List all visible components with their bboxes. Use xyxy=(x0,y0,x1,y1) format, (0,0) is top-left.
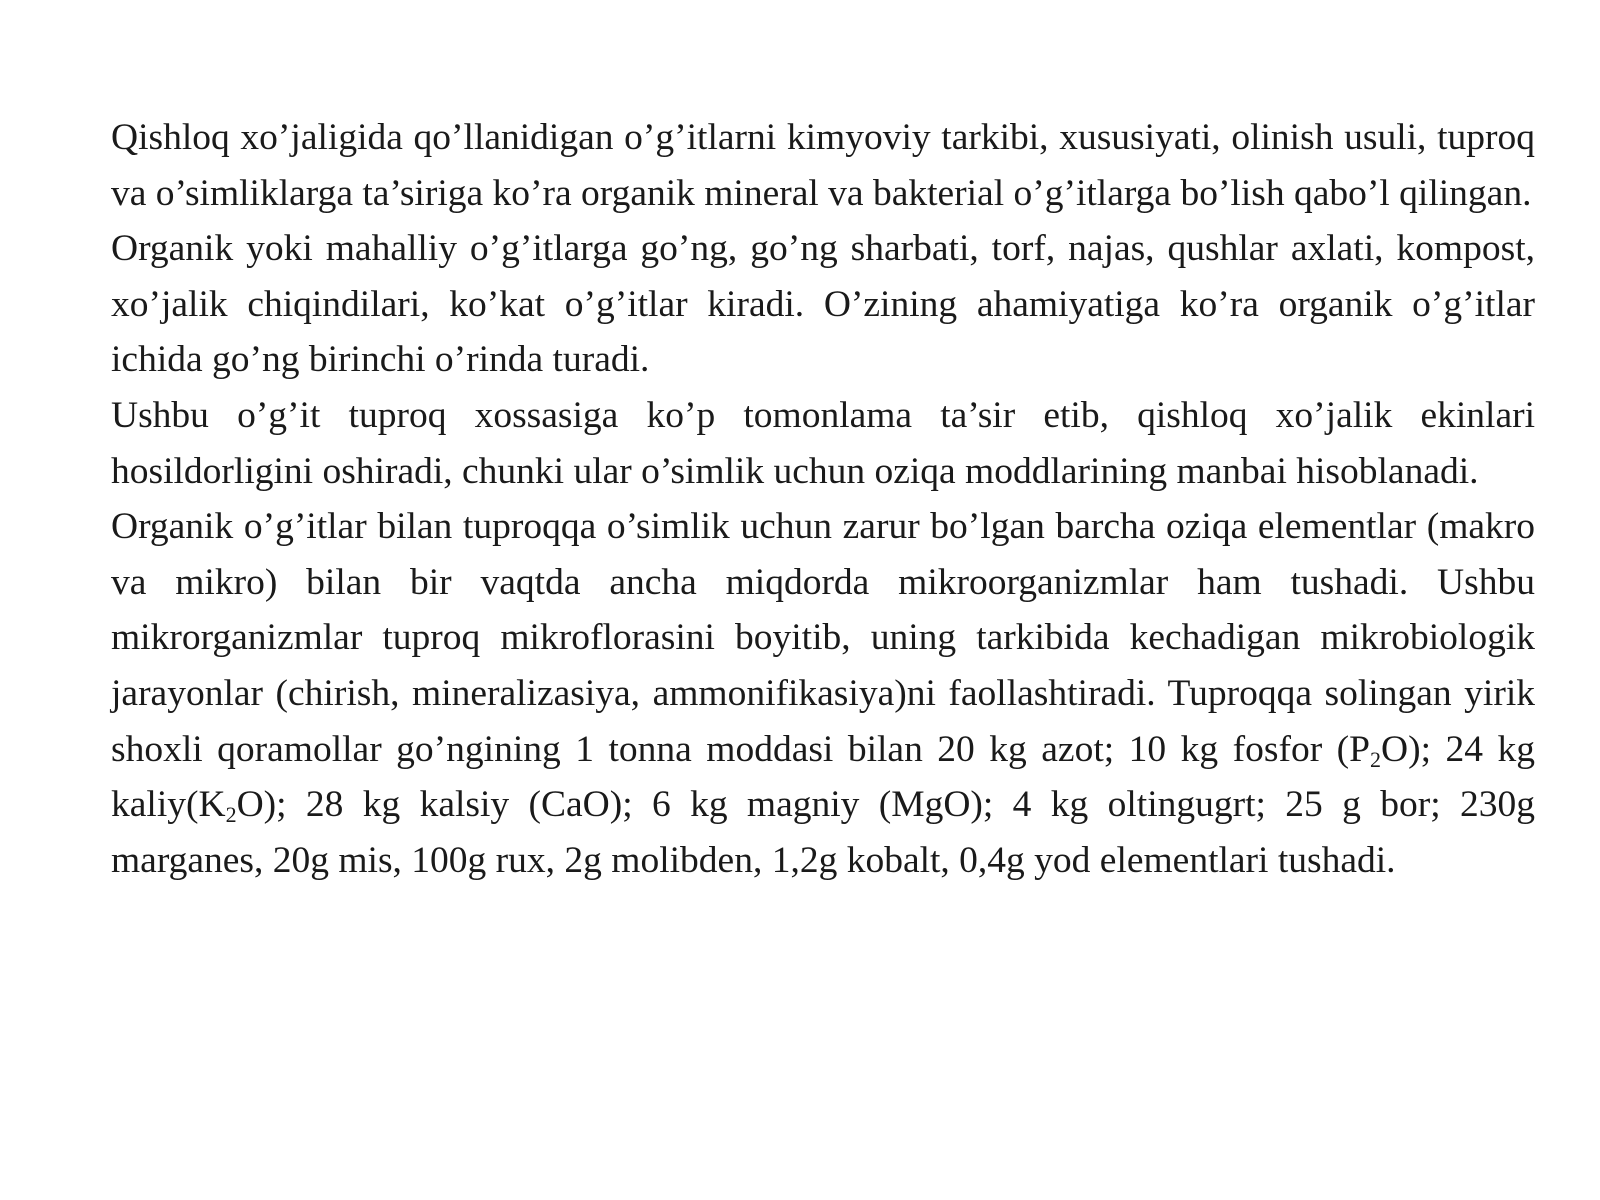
subscript-p2o: 2 xyxy=(1370,746,1382,772)
paragraph-organic-fertilizers: Organik yoki mahalliy o’g’itlarga go’ng, go’ng sharbati, torf, najas, qushlar axlati, kompost, xo’jalik chiqindilari, ko’kat o’g’itlar kiradi. O’zining ahamiyatiga ko’ra organik o’g’itlar ichida go’ng birinchi o’rinda turadi. xyxy=(111,228,1535,381)
body-text xyxy=(111,110,1535,888)
nutrient-text-part-3: O); 28 kg kalsiy (CaO); 6 kg magniy (MgO); 4 kg oltingugrt; 25 g bor; 230g marganes, 20g mis, 100g rux, 2g molibden, 1,2g kobalt, 0,4g yod elementlari tushadi. xyxy=(111,784,1535,881)
nutrient-text-part-1: Organik o’g’itlar bilan tuproqqa o’simlik uchun zarur bo’lgan barcha oziqa elementlar (makro va mikro) bilan bir vaqtda ancha miqdorda mikroorganizmlar ham tushadi. Ushbu mikrorganizmlar tuproq mikroflorasini boyitib, uning tarkibida kechadigan mikrobiologik jarayonlar (chirish, mineralizasiya, ammonifikasiya)ni faollashtiradi. Tuproqqa solingan yirik shoxli qoramollar go’ngining 1 tonna moddasi bilan 20 kg azot; 10 kg fosfor (P xyxy=(111,506,1535,770)
subscript-k2o: 2 xyxy=(225,802,237,828)
paragraph-fertilizer-effect: Ushbu o’g’it tuproq xossasiga ko’p tomonlama ta’sir etib, qishloq xo’jalik ekinlari hosildorligini oshiradi, chunki ular o’simlik uchun oziqa moddlarining manbai hisoblanadi. xyxy=(111,394,1535,492)
paragraph-fertilizer-classification: Qishloq xo’jaligida qo’llanidigan o’g’itlarni kimyoviy tarkibi, xususiyati, olinish usuli, tuproq va o’simliklarga ta’siriga ko’ra organik mineral va bakterial o’g’itlarga bo’lish qabo’l qilingan. xyxy=(111,117,1535,214)
paragraph-nutrient-content xyxy=(111,499,1535,888)
nutrient-text-part-2: O); 24 kg kaliy(K xyxy=(111,728,1535,826)
